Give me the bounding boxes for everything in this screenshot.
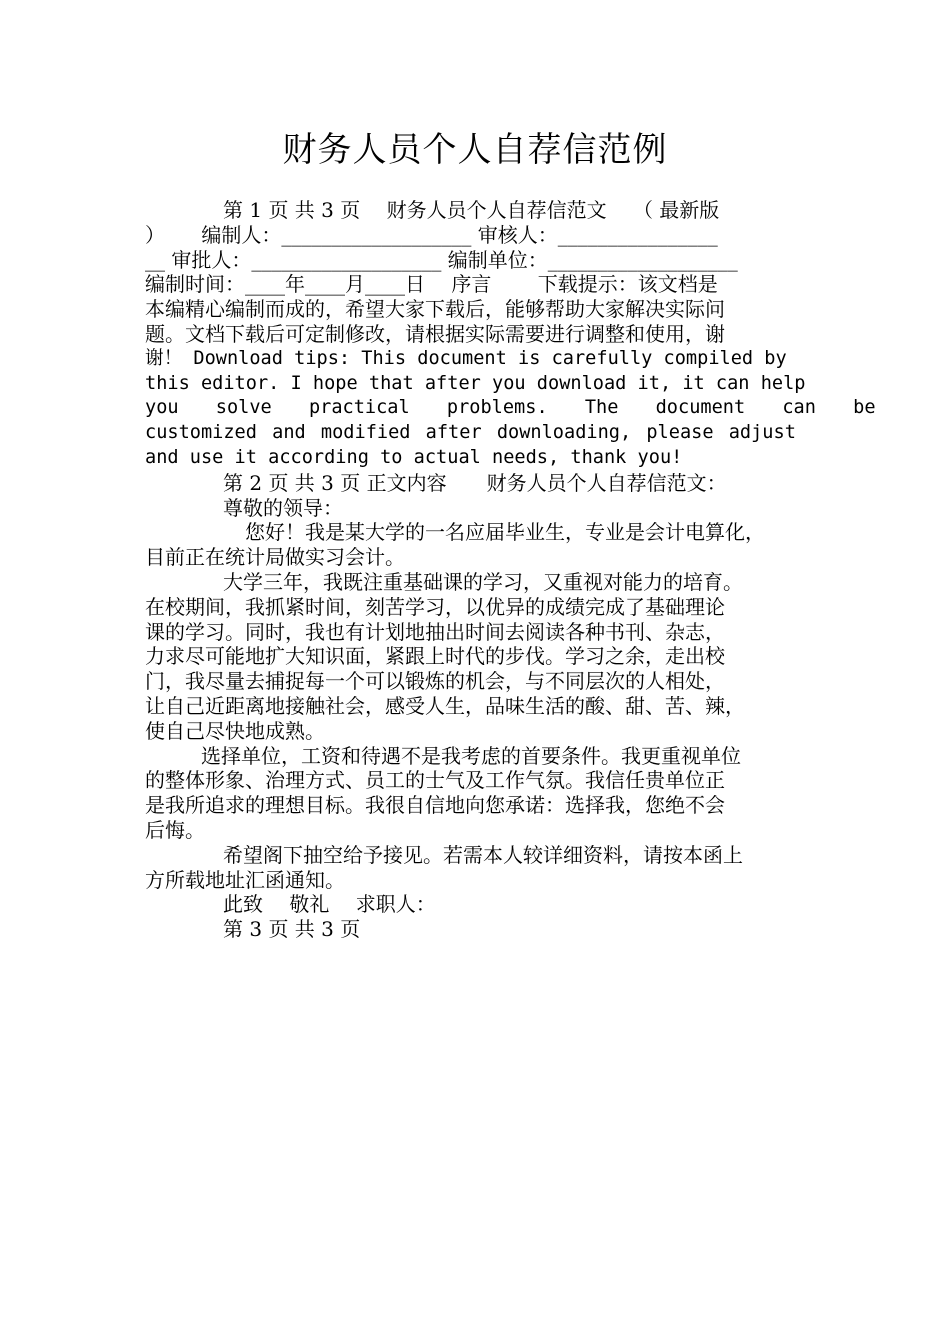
paragraph-2-line-6: 让自己近距离地接触社会，感受人生，品味生活的酸、甜、苦、辣， (145, 693, 745, 718)
editor-reviewer-line: ） 编制人：___________________ 审核人：________________ (145, 222, 718, 247)
document-body (145, 198, 876, 942)
paragraph-3-line-4: 后悔。 (145, 817, 205, 842)
date-preface-line: 编制时间：____年____月____日 序言 下载提示：该文档是 (145, 272, 718, 297)
paragraph-2-line-5: 门，我尽量去捕捉每一个可以锻炼的机会，与不同层次的人相处， (145, 669, 725, 694)
paragraph-4-line-1: 希望阁下抽空给予接见。若需本人较详细资料，请按本函上 (223, 842, 743, 867)
paragraph-2-line-3: 课的学习。同时，我也有计划地抽出时间去阅读各种书刊、杂志， (145, 619, 725, 644)
download-tip-en-2: this editor. I hope that after you download it, it can help (145, 372, 806, 394)
paragraph-2-line-4: 力求尽可能地扩大知识面，紧跟上时代的步伐。学习之余，走出校 (145, 644, 725, 669)
download-tip-cn-2: 题。文档下载后可定制修改，请根据实际需要进行调整和使用，谢 (145, 321, 725, 346)
paragraph-2-line-2: 在校期间，我抓紧时间，刻苦学习，以优异的成绩完成了基础理论 (145, 594, 725, 619)
download-tip-en-1: 谢！ Download tips: This document is carefully compiled by (145, 347, 787, 369)
paragraph-3-line-1: 选择单位，工资和待遇不是我考虑的首要条件。我更重视单位 (201, 743, 741, 768)
paragraph-3-line-3: 是我所追求的理想目标。我很自信地向您承诺：选择我，您绝不会 (145, 793, 725, 818)
download-tip-cn-1: 本编精心编制而成的，希望大家下载后，能够帮助大家解决实际问 (145, 297, 725, 322)
page-2-header: 第 2 页 共 3 页 正文内容 财务人员个人自荐信范文： (223, 470, 727, 495)
paragraph-1-line-2: 目前正在统计局做实习会计。 (145, 545, 405, 570)
page-3-header: 第 3 页 共 3 页 (223, 917, 361, 942)
download-tip-en-3: you solve practical problems. The document can be (145, 397, 876, 419)
document-title: 财务人员个人自荐信范例 (282, 130, 668, 170)
paragraph-1-line-1: 您好！我是某大学的一名应届毕业生，专业是会计电算化， (245, 520, 765, 545)
paragraph-2-line-7: 使自己尽快地成熟。 (145, 718, 325, 743)
download-tip-en-4: customized and modified after downloading, please adjust (145, 422, 796, 444)
paragraph-3-line-2: 的整体形象、治理方式、员工的士气及工作气氛。我信任贵单位正 (145, 768, 725, 793)
page-1-header: 第 1 页 共 3 页 财务人员个人自荐信范文 （ 最新版 (223, 198, 720, 222)
paragraph-4-line-2: 方所载地址汇函通知。 (145, 867, 345, 892)
approver-unit-line: __ 审批人：___________________ 编制单位：___________________ (145, 247, 738, 272)
paragraph-2-line-1: 大学三年，我既注重基础课的学习，又重视对能力的培育。 (223, 569, 743, 594)
closing-line: 此致 敬礼 求职人： (223, 892, 436, 917)
download-tip-en-5: and use it according to actual needs, thank you! (145, 446, 683, 468)
salutation: 尊敬的领导： (223, 495, 343, 520)
